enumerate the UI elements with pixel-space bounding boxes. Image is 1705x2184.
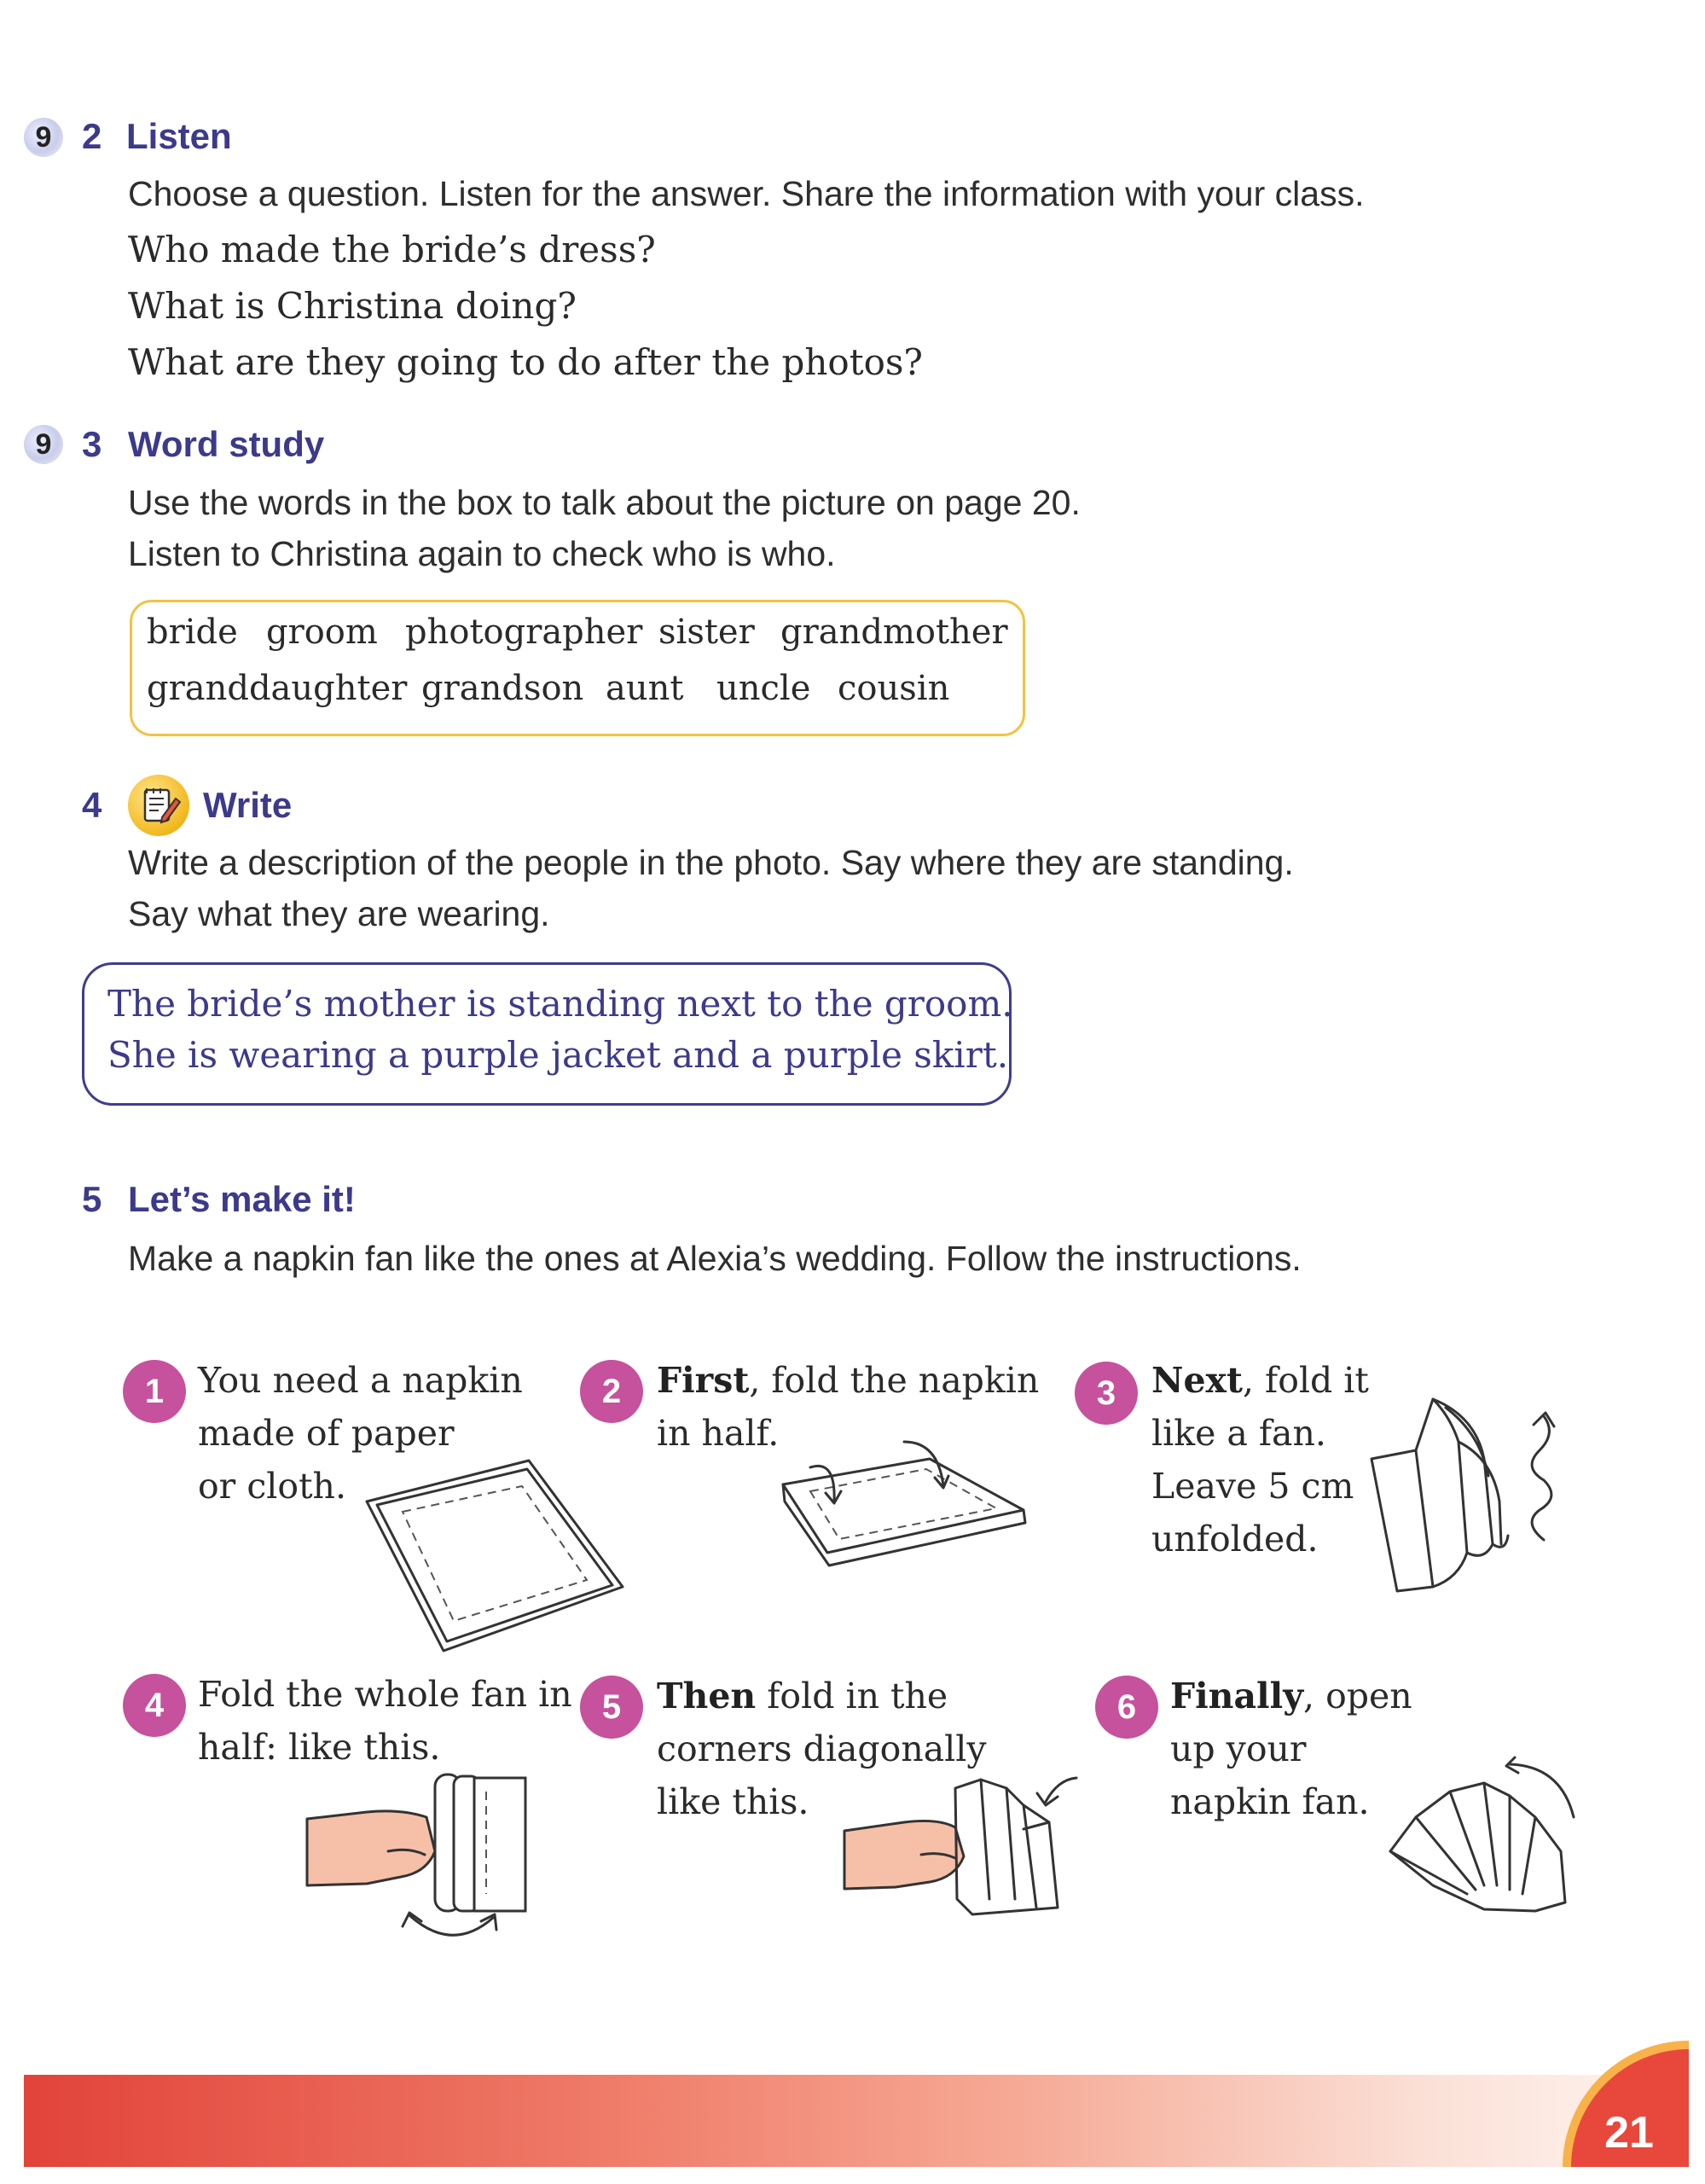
- step-5-text-line: like this.: [657, 1781, 809, 1822]
- step-6-text-line: up your: [1170, 1728, 1307, 1769]
- step-5-number: 5: [580, 1676, 643, 1739]
- step-3-text-line: unfolded.: [1151, 1519, 1319, 1560]
- napkin-flat-illustration: [358, 1450, 631, 1655]
- step-6-text: , open: [1303, 1676, 1412, 1716]
- napkin-fan-folded-illustration: [1365, 1382, 1569, 1595]
- listen-question-2: What is Christina doing?: [128, 285, 577, 327]
- step-1-text-line: made of paper: [198, 1413, 455, 1454]
- word-groom: groom: [266, 613, 378, 652]
- step-3-text: , fold it: [1242, 1360, 1369, 1401]
- step-3-text-line: like a fan.: [1151, 1413, 1326, 1454]
- step-2-text-line: in half.: [657, 1413, 780, 1454]
- step-4-text-line: Fold the whole fan in: [198, 1674, 572, 1715]
- write-instruction-2: Say what they are wearing.: [128, 894, 550, 933]
- notepad-pencil-icon: [128, 775, 189, 836]
- word-grandson: grandson: [421, 669, 584, 708]
- section-title-listen: Listen: [126, 116, 232, 156]
- step-1-text-line: You need a napkin: [198, 1360, 523, 1401]
- listen-question-1: Who made the bride’s dress?: [128, 229, 656, 270]
- make-instruction: Make a napkin fan like the ones at Alexia’s wedding. Follow the instructions.: [128, 1239, 1302, 1278]
- listen-question-3: What are they going to do after the photos?: [128, 341, 923, 383]
- step-5-text-line: corners diagonally: [657, 1728, 987, 1769]
- word-uncle: uncle: [716, 669, 811, 708]
- step-4-text-line: half: like this.: [198, 1727, 441, 1768]
- word-granddaughter: granddaughter: [147, 669, 408, 708]
- step-1-number: 1: [123, 1360, 186, 1423]
- hand-folding-corners-illustration: [844, 1771, 1083, 1925]
- step-4-number: 4: [123, 1674, 186, 1737]
- section-number-word-study: 3: [82, 424, 102, 464]
- step-2-text: , fold the napkin: [749, 1360, 1040, 1401]
- section-title-make: Let’s make it!: [128, 1179, 356, 1219]
- step-6-text-line: [1170, 1676, 1412, 1716]
- track-number: 9: [35, 121, 52, 154]
- word-study-instruction-2: Listen to Christina again to check who is who.: [128, 534, 836, 573]
- track-number: 9: [35, 428, 52, 461]
- section-number-write: 4: [82, 785, 102, 825]
- write-instruction-1: Write a description of the people in the photo. Say where they are standing.: [128, 843, 1294, 882]
- step-1-text-line: or cloth.: [198, 1466, 346, 1507]
- section-title-write: Write: [203, 785, 293, 825]
- example-line-1: The bride’s mother is standing next to the groom.: [107, 983, 1013, 1025]
- listen-instruction: Choose a question. Listen for the answer. Share the information with your class.: [128, 174, 1365, 213]
- section-number-make: 5: [82, 1179, 102, 1219]
- step-6-text-line: napkin fan.: [1170, 1781, 1370, 1822]
- step-5-text: fold in the: [756, 1676, 948, 1716]
- footer-band: [24, 2075, 1687, 2167]
- open-napkin-fan-illustration: [1382, 1757, 1586, 1928]
- section-title-word-study: Word study: [128, 424, 325, 464]
- step-5-text-line: [657, 1676, 948, 1716]
- word-bride: bride: [147, 613, 238, 652]
- word-cousin: cousin: [838, 669, 950, 708]
- page-number: 21: [1604, 2108, 1654, 2158]
- step-5-bold: Then: [657, 1676, 757, 1716]
- word-aunt: aunt: [606, 669, 684, 708]
- step-2-text-line: [657, 1360, 1039, 1401]
- step-2-bold: First: [657, 1360, 750, 1401]
- audio-track-icon[interactable]: [24, 118, 63, 157]
- step-3-bold: Next: [1151, 1360, 1243, 1401]
- step-6-number: 6: [1095, 1676, 1158, 1739]
- word-grandmother: grandmother: [780, 613, 1008, 652]
- step-3-text-line: [1151, 1360, 1369, 1401]
- step-6-bold: Finally: [1170, 1676, 1304, 1716]
- word-photographer: photographer: [405, 613, 643, 652]
- word-study-instruction-1: Use the words in the box to talk about the picture on page 20.: [128, 483, 1081, 522]
- step-2-number: 2: [580, 1360, 643, 1423]
- word-sister: sister: [658, 613, 755, 652]
- hand-folding-fan-illustration: [307, 1766, 537, 1954]
- section-number-listen: 2: [82, 116, 102, 156]
- step-3-text-line: Leave 5 cm: [1151, 1466, 1354, 1507]
- example-line-2: She is wearing a purple jacket and a purple skirt.: [107, 1034, 1009, 1076]
- audio-track-icon[interactable]: [24, 425, 63, 464]
- step-3-number: 3: [1075, 1362, 1138, 1425]
- napkin-folded-half-illustration: [776, 1425, 1032, 1570]
